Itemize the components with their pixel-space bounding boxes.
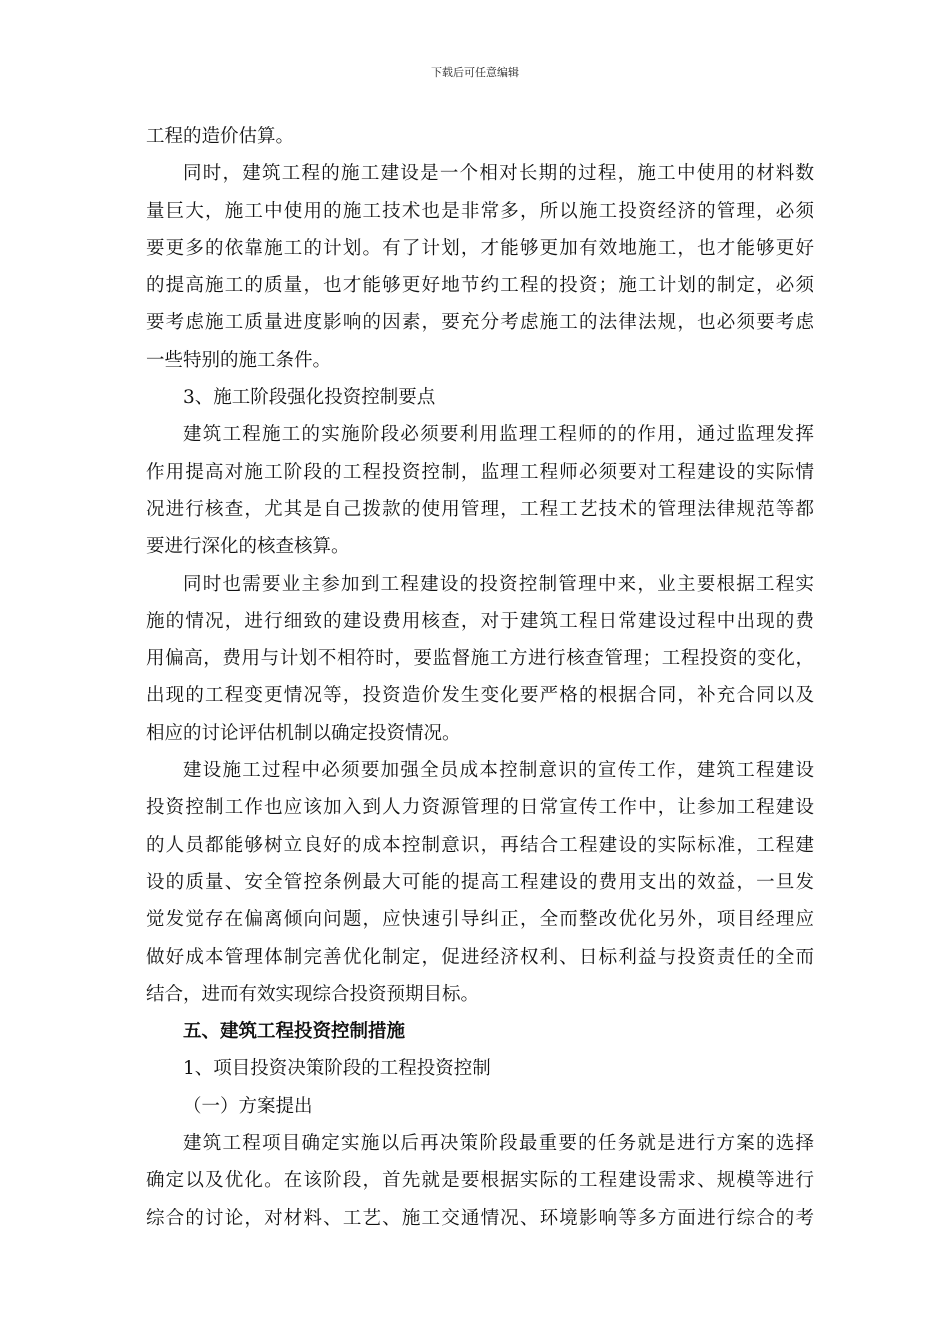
text-line: 确定以及优化。在该阶段，首先就是要根据实际的工程建设需求、规模等进行 <box>146 1170 814 1192</box>
document-body <box>146 118 814 1237</box>
text-line: 结合，进而有效实现综合投资预期目标。 <box>146 983 480 1005</box>
text-line: 况进行核查，尤其是自己拨款的使用管理，工程工艺技术的管理法律规范等都 <box>146 498 814 520</box>
text-line: 3、施工阶段强化投资控制要点 <box>183 387 436 409</box>
text-line: 同时也需要业主参加到工程建设的投资控制管理中来，业主要根据工程实 <box>183 573 814 595</box>
text-line: 建筑工程项目确定实施以后再决策阶段最重要的任务就是进行方案的选择 <box>183 1133 814 1155</box>
text-line: 投资控制工作也应该加入到人力资源管理的日常宣传工作中，让参加工程建设 <box>146 797 814 819</box>
text-line: 要考虑施工质量进度影响的因素，要充分考虑施工的法律法规，也必须要考虑 <box>146 312 814 334</box>
text-line: 一些特别的施工条件。 <box>146 349 332 371</box>
text-line: 综合的讨论，对材料、工艺、施工交通情况、环境影响等多方面进行综合的考 <box>146 1207 814 1229</box>
text-line: 工程的造价估算。 <box>146 126 295 147</box>
text-line: 用偏高，费用与计划不相符时，要监督施工方进行核查管理；工程投资的变化， <box>146 648 814 670</box>
text-line: 的提高施工的质量，也才能够更好地节约工程的投资；施工计划的制定，必须 <box>146 275 814 297</box>
text-line: 设的质量、安全管控条例最大可能的提高工程建设的费用支出的效益，一旦发 <box>146 871 814 893</box>
text-line: （一）方案提出 <box>183 1095 313 1117</box>
text-line: 觉发觉存在偏离倾向问题，应快速引导纠正，全而整改优化另外，项目经理应 <box>146 909 814 931</box>
text-line: 建筑工程施工的实施阶段必须要利用监理工程师的的作用，通过监理发挥 <box>183 424 814 446</box>
text-line: 相应的讨论评估机制以确定投资情况。 <box>146 722 461 744</box>
text-line: 要更多的依靠施工的计划。有了计划，才能够更加有效地施工，也才能够更好 <box>146 237 814 259</box>
text-line: 建设施工过程中必须要加强全员成本控制意识的宣传工作，建筑工程建设 <box>183 760 814 782</box>
text-line: 施的情况，进行细致的建设费用核查，对于建筑工程日常建设过程中出现的费 <box>146 610 814 632</box>
section-heading: 五、建筑工程投资控制措施 <box>183 1021 406 1043</box>
text-line: 作用提高对施工阶段的工程投资控制，监理工程师必须要对工程建设的实际情 <box>146 461 814 483</box>
text-line: 量巨大，施工中使用的施工技术也是非常多，所以施工投资经济的管理，必须 <box>146 200 814 222</box>
text-line: 的人员都能够树立良好的成本控制意识，再结合工程建设的实际标准，工程建 <box>146 834 814 856</box>
page-header-note: 下载后可任意编辑 <box>431 66 519 79</box>
text-line: 出现的工程变更情况等，投资造价发生变化要严格的根据合同，补充合同以及 <box>146 685 814 707</box>
text-line: 做好成本管理体制完善优化制定，促进经济权利、日标利益与投资责任的全而 <box>146 946 814 968</box>
text-line: 同时，建筑工程的施工建设是一个相对长期的过程，施工中使用的材料数 <box>183 163 814 185</box>
text-line: 1、项目投资决策阶段的工程投资控制 <box>183 1058 491 1080</box>
text-line: 要进行深化的核查核算。 <box>146 536 350 558</box>
